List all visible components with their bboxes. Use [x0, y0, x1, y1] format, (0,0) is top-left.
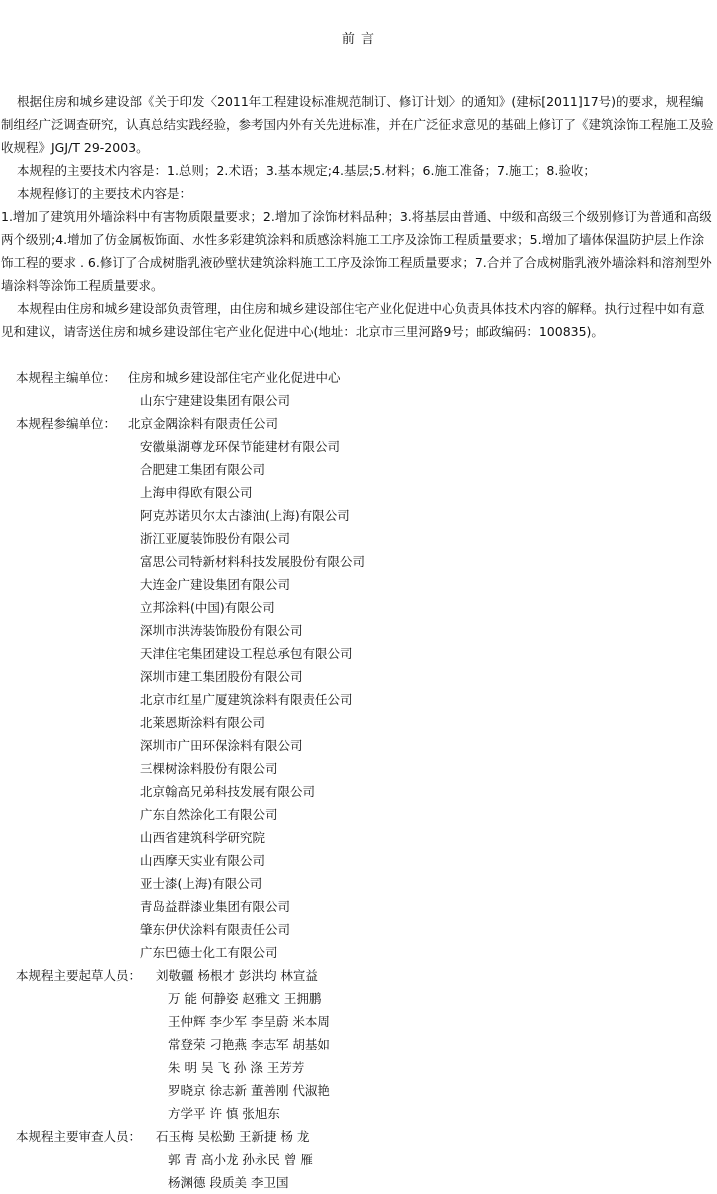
- drafter-row: [0, 987, 717, 1010]
- drafter-row: [0, 1033, 717, 1056]
- participating-unit-row: [0, 550, 717, 573]
- chief-unit-name: 山东宁建建设集团有限公司: [140, 393, 291, 408]
- participating-units-row: [0, 412, 717, 435]
- drafter-names: 罗晓京 徐志新 董善刚 代淑艳: [168, 1083, 330, 1098]
- participating-unit-row: [0, 642, 717, 665]
- drafters-label: 本规程主要起草人员：: [16, 968, 142, 983]
- participating-unit-name: 肇东伊伏涂料有限责任公司: [140, 922, 291, 937]
- participating-unit-name: 广东巴德士化工有限公司: [140, 945, 278, 960]
- participating-unit-name: 北京翰高兄弟科技发展有限公司: [140, 784, 316, 799]
- participating-unit-name: 上海申得欧有限公司: [140, 485, 253, 500]
- participating-unit-row: [0, 849, 717, 872]
- reviewer-names: 石玉梅 吴松勤 王新捷 杨 龙: [156, 1129, 310, 1144]
- participating-unit-name: 深圳市洪涛装饰股份有限公司: [140, 623, 303, 638]
- participating-unit-row: [0, 458, 717, 481]
- reviewer-names: 郭 青 高小龙 孙永民 曾 雁: [168, 1152, 313, 1167]
- participating-unit-row: [0, 941, 717, 964]
- participating-unit-name: 大连金广建设集团有限公司: [140, 577, 291, 592]
- participating-unit-row: [0, 688, 717, 711]
- reviewers-row: [0, 1125, 717, 1148]
- paragraph-management: 本规程由住房和城乡建设部负责管理，由住房和城乡建设部住宅产业化促进中心负责具体技术内容的解释。执行过程中如有意见和建议，请寄送住房和城乡建设部住宅产业化促进中心(地址：北京市三里河路9号；邮政编码：100835)。: [1, 301, 705, 339]
- participating-unit-name: 三棵树涂料股份有限公司: [140, 761, 278, 776]
- participating-unit-name: 广东自然涂化工有限公司: [140, 807, 278, 822]
- drafter-row: [0, 1010, 717, 1033]
- reviewers-label: 本规程主要审查人员：: [16, 1129, 142, 1144]
- participating-unit-name: 安徽巢湖尊龙环保节能建材有限公司: [140, 439, 341, 454]
- reviewer-row: [0, 1171, 717, 1194]
- drafter-names: 常登荣 刁艳燕 李志军 胡基如: [168, 1037, 330, 1052]
- participating-unit-row: [0, 481, 717, 504]
- participating-unit-row: [0, 711, 717, 734]
- participating-unit-name: 深圳市建工集团股份有限公司: [140, 669, 303, 684]
- drafter-row: [0, 1079, 717, 1102]
- participating-unit-row: [0, 435, 717, 458]
- participating-unit-name: 深圳市广田环保涂料有限公司: [140, 738, 303, 753]
- chief-unit-name: 住房和城乡建设部住宅产业化促进中心: [128, 370, 341, 385]
- drafter-names: 方学平 许 慎 张旭东: [168, 1106, 280, 1121]
- participating-unit-name: 青岛益群漆业集团有限公司: [140, 899, 291, 914]
- participating-unit-row: [0, 665, 717, 688]
- participating-unit-row: [0, 619, 717, 642]
- participating-unit-row: [0, 826, 717, 849]
- participating-unit-row: [0, 895, 717, 918]
- participating-unit-name: 亚士漆(上海)有限公司: [140, 876, 263, 891]
- participating-unit-name: 北莱恩斯涂料有限公司: [140, 715, 266, 730]
- participating-unit-name: 立邦涂料(中国)有限公司: [140, 600, 275, 615]
- participating-unit-name: 浙江亚厦装饰股份有限公司: [140, 531, 291, 546]
- chief-unit-row: [0, 389, 717, 412]
- page-title: 前 言: [341, 32, 376, 47]
- participating-unit-row: [0, 504, 717, 527]
- participating-unit-row: [0, 757, 717, 780]
- participating-unit-row: [0, 596, 717, 619]
- participating-unit-name: 北京市红星广厦建筑涂料有限责任公司: [140, 692, 353, 707]
- participating-unit-name: 山西摩天实业有限公司: [140, 853, 266, 868]
- participating-unit-name: 富思公司特新材料科技发展股份有限公司: [140, 554, 366, 569]
- paragraph-main-contents: 本规程的主要技术内容是：1.总则；2.术语；3.基本规定;4.基层;5.材料；6.施工准备；7.施工；8.验收；: [17, 163, 596, 178]
- reviewer-names: 杨渊德 段质美 李卫国: [168, 1175, 289, 1190]
- participating-unit-name: 阿克苏诺贝尔太古漆油(上海)有限公司: [140, 508, 350, 523]
- drafter-names: 朱 明 吴 飞 孙 涤 王芳芳: [168, 1060, 305, 1075]
- participating-unit-row: [0, 918, 717, 941]
- participating-unit-name: 北京金隅涂料有限责任公司: [128, 416, 279, 431]
- paragraph-revision-basis: 根据住房和城乡建设部《关于印发〈2011年工程建设标准规范制订、修订计划〉的通知》(建标[2011]17号)的要求，规程编制组经广泛调查研究，认真总结实践经验，参考国内外有关先进标准，并在广泛征求意见的基础上修订了《建筑涂饰工程施工及验收规程》JGJ/T 29-2003。: [1, 94, 714, 155]
- drafter-row: [0, 1102, 717, 1125]
- participating-unit-row: [0, 803, 717, 826]
- paragraph-revision-heading: 本规程修订的主要技术内容是：: [17, 186, 193, 201]
- participating-unit-name: 天津住宅集团建设工程总承包有限公司: [140, 646, 353, 661]
- drafter-names: 刘敬疆 杨根才 彭洪均 林宣益: [156, 968, 318, 983]
- drafter-names: 王仲辉 李少军 李呈蔚 米本周: [168, 1014, 330, 1029]
- drafter-row: [0, 1056, 717, 1079]
- participating-unit-name: 山西省建筑科学研究院: [140, 830, 266, 845]
- paragraph-revision-items: 1.增加了建筑用外墙涂料中有害物质限量要求；2.增加了涂饰材料品种；3.将基层由普通、中级和高级三个级别修订为普通和高级两个级别;4.增加了仿金属板饰面、水性多彩建筑涂料和质感涂料施工工序及涂饰工程质量要求；5.增加了墙体保温防护层上作涂饰工程的要求 . 6.修订了合成树脂乳液砂壁状建筑涂料施工工序及涂饰工程质量要求；7.合并了合成树脂乳液外墙涂料和溶剂型外墙涂料等涂饰工程质量要求。: [1, 209, 712, 293]
- participating-unit-row: [0, 527, 717, 550]
- participating-units-label: 本规程参编单位：: [16, 416, 117, 431]
- participating-unit-row: [0, 780, 717, 803]
- participating-unit-name: 合肥建工集团有限公司: [140, 462, 266, 477]
- preface-body: [1, 90, 715, 343]
- drafter-names: 万 能 何静姿 赵雅文 王拥鹏: [168, 991, 322, 1006]
- chief-units-row: [0, 366, 717, 389]
- reviewer-row: [0, 1148, 717, 1171]
- participating-unit-row: [0, 734, 717, 757]
- chief-units-label: 本规程主编单位：: [16, 370, 117, 385]
- drafters-row: [0, 964, 717, 987]
- participating-unit-row: [0, 573, 717, 596]
- participating-unit-row: [0, 872, 717, 895]
- credits-section: [0, 366, 717, 1194]
